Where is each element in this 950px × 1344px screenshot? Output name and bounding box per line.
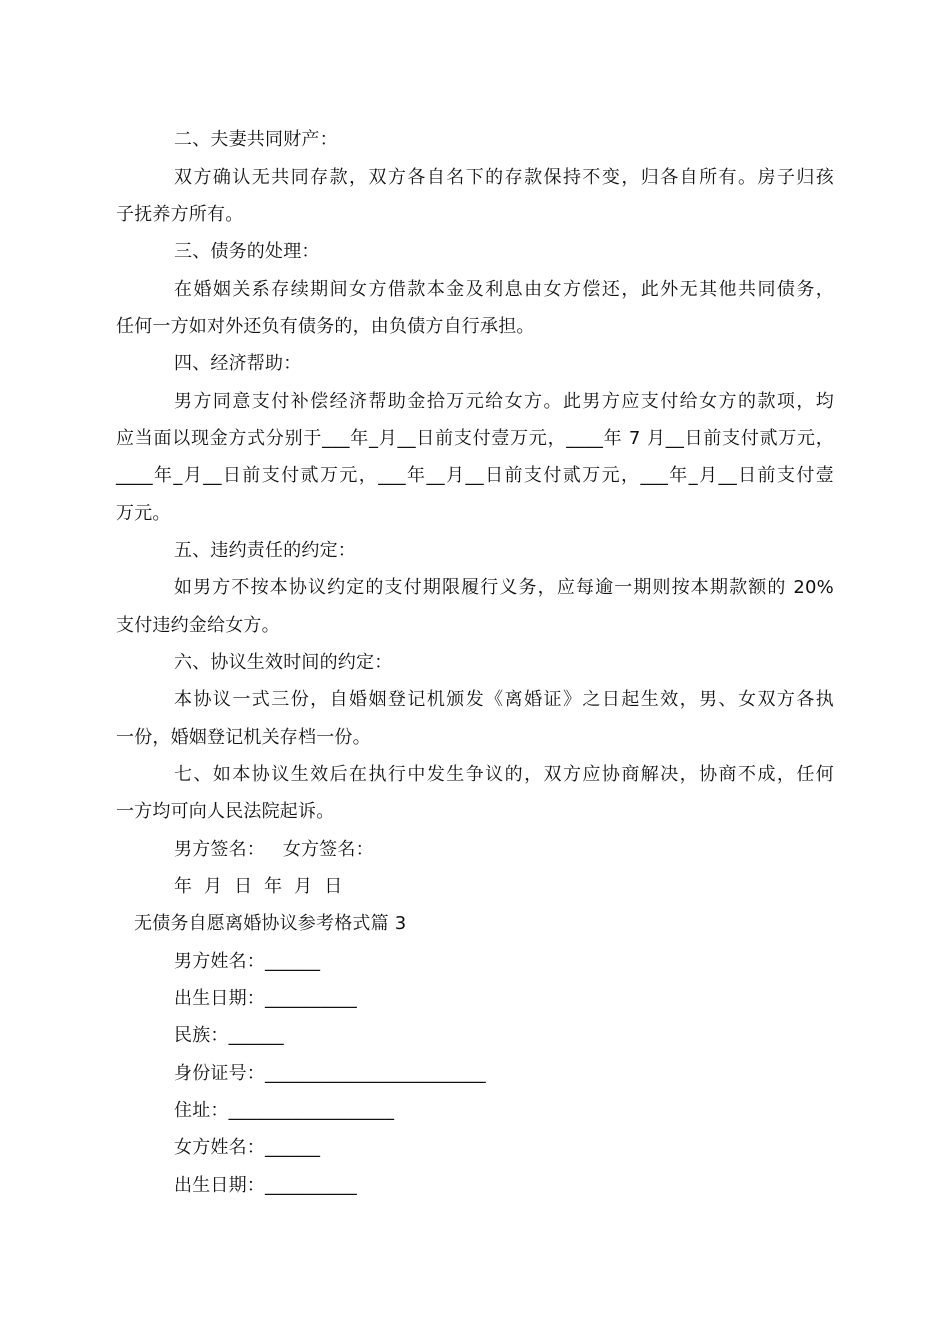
paragraph-line: 应当面以现金方式分别于___年_月__日前支付壹万元，____年 7 月__日前支付贰万元， [116,428,834,449]
paragraph-line: 子抚养方所有。 [116,204,244,225]
date-line: 年 月 日 年 月 日 [174,876,343,897]
paragraph-line: 任何一方如对外还负有债务的，由负债方自行承担。 [116,316,535,337]
paragraph-line: 如男方不按本协议约定的支付期限履行义务，应每逾一期则按本期款额的 20% [174,577,834,598]
form-field-female-name: 女方姓名：______ [174,1137,321,1158]
form-field-birth-date: 出生日期：__________ [174,1175,357,1196]
paragraph-line: 双方确认无共同存款，双方各自名下的存款保持不变，归各自所有。房子归孩 [174,167,834,188]
paragraph-line: 在婚姻关系存续期间女方借款本金及利息由女方偿还，此外无其他共同债务， [174,279,834,300]
section-heading-5: 五、违约责任的约定： [174,540,356,561]
form-field-ethnicity: 民族：______ [174,1025,284,1046]
paragraph-line: 万元。 [116,503,171,524]
paragraph-line: 一方均可向人民法院起诉。 [116,801,335,822]
section-heading-3: 三、债务的处理： [174,241,320,262]
section-heading-4: 四、经济帮助： [174,353,302,374]
section-heading-2: 二、夫妻共同财产： [174,129,338,150]
paragraph-line: 本协议一式三份，自婚姻登记机颁发《离婚证》之日起生效，男、女双方各执 [174,689,834,710]
section-title: 无债务自愿离婚协议参考格式篇 3 [134,913,407,934]
paragraph-line: 男方同意支付补偿经济帮助金拾万元给女方。此男方应支付给女方的款项，均 [174,391,834,412]
section-heading-6: 六、协议生效时间的约定： [174,652,393,673]
paragraph-line: 一份，婚姻登记机关存档一份。 [116,727,371,748]
form-field-id-number: 身份证号：________________________ [174,1063,486,1084]
signature-line: 男方签名： 女方签名： [174,839,374,860]
section-heading-7: 七、如本协议生效后在执行中发生争议的，双方应协商解决，协商不成，任何 [174,764,834,785]
form-field-address: 住址：__________________ [174,1100,395,1121]
form-field-birth-date: 出生日期：__________ [174,988,357,1009]
form-field-male-name: 男方姓名：______ [174,951,321,972]
paragraph-line: ____年_月__日前支付贰万元，___年__月__日前支付贰万元，___年_月__日前支付壹 [116,465,834,486]
paragraph-line: 支付违约金给女方。 [116,615,280,636]
